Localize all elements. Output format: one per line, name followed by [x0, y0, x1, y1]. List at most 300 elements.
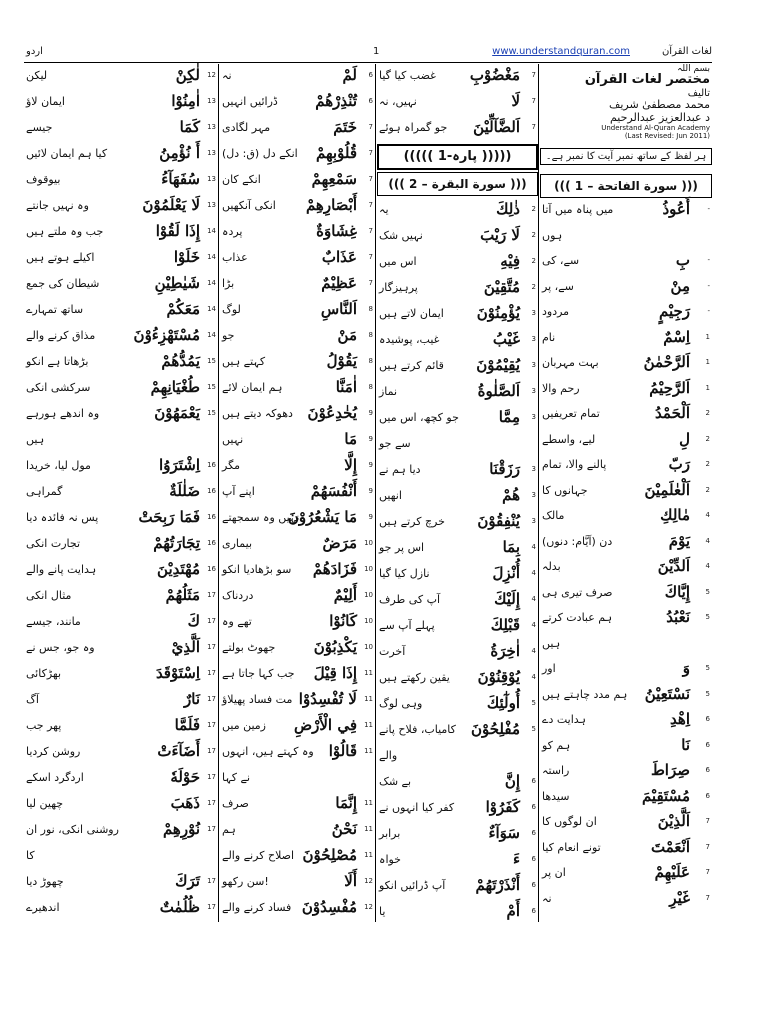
arabic-word: مٰالِكِ	[660, 506, 690, 524]
vocab-entry	[24, 194, 218, 220]
verse-number: 17	[207, 825, 216, 833]
vocab-entry	[377, 198, 538, 224]
urdu-meaning: اس پر جو	[379, 541, 425, 554]
urdu-meaning: وہ جو، جس نے	[26, 641, 95, 654]
arabic-word: قُلُوْبِهِمْ	[316, 144, 357, 162]
arabic-word: ذٰلِكَ	[496, 200, 520, 218]
vocab-entry	[24, 142, 218, 168]
verse-number: 6	[531, 803, 536, 811]
arabic-word: كَ	[187, 612, 200, 630]
vocab-entry	[220, 350, 375, 376]
urdu-meaning: دھوکہ دیتے ہیں	[222, 407, 293, 420]
verse-number: 17	[207, 799, 216, 807]
urdu-meaning: بیماری	[222, 537, 253, 550]
urdu-meaning: جو	[222, 329, 235, 342]
arabic-word: إِيَّاكَ	[664, 582, 690, 601]
vocab-entry	[24, 480, 218, 506]
urdu-meaning: ہدایت پانے والے	[26, 563, 97, 576]
arabic-word: هُمْ	[502, 486, 520, 504]
vocab-entry	[377, 380, 538, 406]
arabic-word: مِمَّا	[498, 408, 520, 426]
verse-number: 6	[705, 715, 710, 723]
verse-number: 5	[705, 613, 710, 621]
vocab-entry	[220, 194, 375, 220]
arabic-word: فِيْهِ	[500, 252, 520, 270]
website-link[interactable]: www.understandquran.com	[492, 46, 630, 57]
verse-number: -	[707, 307, 710, 315]
arabic-word: ءَ	[512, 850, 520, 868]
urdu-meaning: والے	[379, 749, 398, 762]
urdu-meaning: آپ کی طرف	[379, 593, 441, 606]
vocab-entry	[24, 870, 218, 896]
verse-number: 5	[705, 664, 710, 672]
vocab-entry	[540, 326, 712, 352]
urdu-meaning: پھر جب	[26, 719, 62, 732]
arabic-word: اِشْتَرَوُا	[159, 456, 200, 474]
verse-number: 2	[705, 434, 710, 443]
vocab-entry	[24, 350, 218, 376]
vocab-entry	[24, 532, 218, 558]
vocab-entry	[540, 249, 712, 275]
urdu-meaning: ہیں	[542, 636, 561, 650]
urdu-meaning: ہم	[222, 823, 236, 836]
urdu-meaning: نہیں، نہ	[379, 95, 417, 108]
arabic-word: عَذَابٌ	[321, 248, 357, 266]
arabic-word: قَبْلِكَ	[490, 616, 520, 634]
urdu-meaning: آخرت	[379, 645, 406, 658]
urdu-meaning: فساد کرنے والے	[222, 901, 292, 914]
vocab-entry	[220, 168, 375, 194]
vocab-entry	[220, 64, 375, 90]
arabic-word: طُغْيَانِهِمْ	[150, 378, 200, 396]
urdu-meaning: جیسے	[26, 121, 53, 134]
vocab-entry	[24, 844, 218, 870]
vocab-entry	[220, 584, 375, 610]
urdu-meaning: نماز	[379, 385, 398, 398]
urdu-meaning: برابر	[379, 827, 401, 840]
vocab-entry	[24, 376, 218, 402]
vocab-entry	[24, 324, 218, 350]
verse-number: 11	[364, 695, 373, 703]
arabic-word: اٰمِنُوْا	[171, 92, 200, 110]
urdu-meaning: جھوٹ بولتے	[222, 641, 276, 654]
arabic-word: مَنْ	[337, 326, 357, 344]
verse-number: 9	[368, 487, 373, 495]
arabic-word: مُسْتَهْزِءُوْنَ	[133, 326, 200, 344]
verse-number: 4	[531, 543, 536, 551]
verse-number: 1	[705, 383, 710, 392]
urdu-meaning: نہ	[222, 69, 232, 82]
vocab-entry	[540, 759, 712, 785]
vocab-entry	[540, 708, 712, 734]
urdu-meaning: مثال انکی	[26, 589, 72, 602]
vocab-entry	[24, 610, 218, 636]
vocab-entry	[377, 250, 538, 276]
urdu-meaning: نہیں شک	[379, 229, 423, 242]
verse-number: 13	[207, 123, 216, 131]
arabic-word: غَيْرِ	[669, 888, 690, 907]
verse-number: 3	[531, 309, 536, 317]
verse-number: 9	[368, 513, 373, 521]
vocab-entry	[220, 870, 375, 896]
urdu-meaning: آپ ڈرائیں انکو	[379, 879, 446, 892]
arabic-word: تِجَارَتُهُمْ	[153, 534, 200, 552]
vocab-entry	[220, 376, 375, 402]
arabic-word: نُوْرِهِمْ	[162, 820, 200, 838]
urdu-meaning: لیکن	[26, 69, 48, 82]
vocab-entry	[220, 636, 375, 662]
vocab-entry	[220, 324, 375, 350]
urdu-meaning: پس نہ فائدہ دیا	[26, 511, 99, 524]
urdu-meaning: خواہ	[379, 853, 401, 866]
vocab-entry	[377, 640, 538, 666]
vocab-entry	[24, 506, 218, 532]
verse-number: -	[707, 281, 710, 290]
vocab-entry	[220, 480, 375, 506]
verse-number: 12	[364, 903, 373, 911]
arabic-word: اَلَّذِيْ	[171, 638, 200, 656]
arabic-word: لَا يَعْلَمُوْنَ	[142, 196, 200, 214]
urdu-meaning: جب وہ ملتے ہیں	[26, 225, 104, 238]
book-title-block	[540, 64, 712, 142]
arabic-word: نَارٌ	[184, 690, 200, 708]
urdu-meaning: بھڑکائی	[26, 667, 62, 680]
vocab-column-4	[24, 64, 218, 922]
verse-number: 13	[207, 175, 216, 183]
verse-number: 5	[531, 699, 536, 707]
arabic-word: مَعَكُمْ	[166, 300, 200, 318]
urdu-meaning: گمراہی	[26, 485, 63, 498]
vocab-entry	[220, 272, 375, 298]
vocab-entry	[377, 484, 538, 510]
urdu-meaning: بڑا	[222, 277, 235, 290]
verse-number: 10	[364, 643, 373, 651]
vocab-entry	[220, 454, 375, 480]
urdu-meaning: مت فساد پھیلاؤ	[222, 693, 293, 706]
vocab-entry	[220, 428, 375, 454]
vocab-entry	[220, 220, 375, 246]
vocab-entry	[540, 402, 712, 428]
vocab-entry	[377, 588, 538, 614]
arabic-word: اِسْتَوْقَدَ	[155, 664, 200, 682]
urdu-meaning: ساتھ تمہارے	[26, 303, 84, 316]
vocab-entry	[540, 887, 712, 913]
verse-number: 14	[207, 279, 216, 287]
arabic-word: لَمْ	[342, 66, 357, 84]
urdu-meaning: چھوڑ دیا	[26, 875, 64, 888]
vocab-entry	[220, 792, 375, 818]
arabic-word: يُنْفِقُوْنَ	[477, 512, 520, 530]
verse-number: 15	[207, 409, 216, 417]
urdu-meaning: آگ	[26, 693, 39, 706]
urdu-meaning: ہوں	[542, 228, 563, 242]
verse-number: 5	[705, 587, 710, 596]
arabic-word: إِنَّ	[504, 772, 520, 790]
arabic-word: يَكْذِبُوْنَ	[313, 638, 357, 656]
header-rule	[24, 62, 712, 63]
vocab-entry	[540, 861, 712, 887]
vocab-entry	[377, 354, 538, 380]
urdu-meaning: تونے انعام کیا	[542, 840, 601, 854]
verse-number: 4	[705, 511, 710, 519]
verse-number: 3	[531, 413, 536, 421]
arabic-word: يَعْمَهُوْنَ	[154, 404, 200, 422]
verse-number: 6	[531, 855, 536, 863]
vocab-entry	[24, 662, 218, 688]
verse-number: 7	[531, 123, 536, 131]
urdu-meaning: جو کچھ، اس میں	[379, 411, 459, 424]
arabic-word: خَلَوْا	[173, 248, 200, 266]
verse-number: 11	[364, 669, 373, 677]
arabic-word: كَمَا	[179, 118, 200, 136]
column-divider	[538, 64, 539, 922]
vocab-entry	[220, 506, 375, 532]
verse-number: 7	[705, 842, 710, 851]
vocab-entry	[220, 844, 375, 870]
verse-number: 12	[207, 71, 216, 79]
verse-number: 4	[531, 647, 536, 655]
verse-number: 14	[207, 331, 216, 339]
vocab-entry	[377, 874, 538, 900]
vocab-entry	[24, 454, 218, 480]
verse-number: 16	[207, 461, 216, 469]
vocab-entry	[540, 836, 712, 862]
urdu-meaning: مگر	[222, 459, 241, 472]
arabic-word: غِشَاوَةٌ	[316, 222, 357, 240]
arabic-word: اَلصَّلٰوةُ	[477, 382, 520, 400]
urdu-meaning: تمام تعریفیں	[542, 407, 600, 420]
verse-number: 13	[207, 149, 216, 157]
verse-number: 11	[364, 799, 373, 807]
vocab-entry	[220, 298, 375, 324]
verse-number: 7	[368, 123, 373, 131]
vocab-entry	[24, 272, 218, 298]
arabic-word: كَفَرُوْا	[485, 798, 520, 816]
vocab-entry	[24, 636, 218, 662]
urdu-meaning: نہ	[542, 891, 552, 905]
urdu-meaning: اندھیرے	[26, 901, 60, 914]
vocab-entry	[24, 220, 218, 246]
arabic-word: إِنَّمَا	[335, 794, 357, 812]
arabic-word: تُنْذِرْهُمْ	[315, 92, 357, 110]
arabic-word: أُنْزِلَ	[492, 564, 520, 582]
vocab-entry	[377, 510, 538, 536]
verse-number: 7	[531, 71, 536, 79]
verse-number: 11	[364, 721, 373, 729]
verse-number: 11	[364, 851, 373, 859]
arabic-word: اٰخِرَةُ	[490, 642, 520, 660]
urdu-meaning: پہلے آپ سے	[379, 619, 435, 632]
urdu-meaning: وہ اندھے ہورہے	[26, 407, 100, 420]
verse-number: 6	[705, 791, 710, 800]
urdu-meaning: سے جو	[379, 437, 411, 450]
urdu-meaning: نام	[542, 330, 556, 344]
verse-number: 11	[364, 825, 373, 833]
arabic-word: مُسْتَقِيْمَ	[641, 786, 690, 805]
arabic-word: اَنْعَمْتَ	[651, 837, 690, 856]
urdu-meaning: بڑھاتا ہے انکو	[26, 355, 89, 368]
arabic-word: أَمْ	[506, 902, 520, 920]
verse-number: 16	[207, 539, 216, 547]
arabic-word: مَا	[344, 430, 357, 448]
urdu-meaning: بیوقوف	[26, 173, 61, 186]
arabic-word: صِرَاطَ	[650, 761, 690, 779]
vocab-entry	[220, 142, 375, 168]
arabic-word: أَلَا	[344, 872, 357, 890]
vocab-entry	[377, 328, 538, 354]
arabic-word: مِنْ	[670, 276, 690, 295]
urdu-meaning: سے، کی	[542, 254, 580, 267]
urdu-meaning: کہتے ہیں	[222, 355, 266, 368]
urdu-meaning: کفر کیا انہوں نے	[379, 801, 455, 814]
verse-number: 6	[705, 740, 710, 749]
verse-number-note: ہر لفظ کے ساتھ نمبر آیت کا نمبر ہے۔	[540, 148, 712, 165]
book-title: مختصر لغات القرآن	[584, 72, 710, 87]
verse-number: 13	[207, 201, 216, 209]
urdu-meaning: جہانوں کا	[542, 483, 588, 497]
urdu-meaning: انکی آنکھیں	[222, 199, 276, 212]
vocab-entry	[540, 377, 712, 403]
arabic-word: إِلَّا	[344, 456, 357, 474]
arabic-word: مَثَلُهُمْ	[165, 586, 200, 604]
verse-number: 17	[207, 695, 216, 703]
verse-number: 5	[531, 725, 536, 733]
arabic-word: قَالُوْا	[328, 742, 357, 760]
verse-number: 4	[705, 562, 710, 570]
arabic-word: إِذَا قِيْلَ	[313, 664, 357, 682]
arabic-word: فِي الْأَرْضِ	[294, 716, 357, 734]
vocab-entry	[24, 428, 218, 454]
vocab-entry	[220, 740, 375, 766]
arabic-word: تَرَكَ	[175, 872, 200, 890]
vocab-entry	[540, 555, 712, 581]
urdu-meaning: دردناک	[222, 589, 254, 602]
vocab-entry	[540, 657, 712, 683]
arabic-word: يَقُوْلُ	[326, 352, 357, 370]
urdu-meaning: مانند، جیسے	[26, 615, 81, 628]
verse-number: 8	[368, 305, 373, 313]
urdu-meaning: دن (اَیَّام: دنوں)	[542, 534, 613, 548]
verse-number: 5	[705, 689, 710, 698]
vocab-entry	[540, 734, 712, 760]
urdu-meaning: ایمان لاؤ	[26, 95, 65, 108]
arabic-word: عَلَيْهِمْ	[654, 863, 690, 881]
verse-number: 4	[705, 536, 710, 545]
urdu-meaning: سو بڑھادیا انکو	[222, 563, 292, 576]
vocab-entry	[540, 428, 712, 454]
urdu-meaning: شیطان کی جمع	[26, 277, 100, 290]
urdu-meaning: یقین رکھتے ہیں	[379, 671, 450, 684]
urdu-meaning: پرہیزگار	[379, 281, 418, 294]
urdu-meaning: یا	[379, 905, 386, 918]
arabic-word: اَلْعٰلَمِيْنَ	[644, 480, 690, 499]
urdu-meaning: اپنے آپ	[222, 485, 255, 498]
verse-number: 4	[531, 569, 536, 577]
arabic-word: وَ	[682, 659, 690, 677]
arabic-word: يُخٰدِعُوْنَ	[307, 404, 357, 422]
urdu-meaning: ہم ایمان لائے	[222, 381, 283, 394]
urdu-meaning: راستہ	[542, 764, 570, 777]
urdu-meaning: سیدھا	[542, 789, 570, 803]
vocab-entry	[220, 766, 375, 792]
arabic-word: رَزَقْنَا	[489, 460, 520, 478]
vocab-entry	[24, 402, 218, 428]
verse-number: 6	[531, 907, 536, 915]
arabic-word: سَوَآءٌ	[488, 824, 520, 842]
urdu-meaning: اس میں	[379, 255, 417, 268]
verse-number: 17	[207, 773, 216, 781]
urdu-meaning: ہم مدد چاہتے ہیں	[542, 687, 628, 701]
verse-number: 17	[207, 669, 216, 677]
arabic-word: أُولٰٓئِكَ	[486, 694, 520, 712]
arabic-word: يَوْمَ	[668, 531, 690, 550]
verse-number: 2	[705, 460, 710, 468]
vocab-entry	[24, 896, 218, 922]
verse-number: 17	[207, 591, 216, 599]
verse-number: 6	[368, 71, 373, 79]
arabic-word: رَبّ	[668, 455, 690, 473]
verse-number: 7	[531, 97, 536, 105]
verse-number: 7	[368, 253, 373, 261]
vocab-entry	[377, 562, 538, 588]
vocab-entry	[377, 432, 538, 458]
verse-number: 6	[705, 766, 710, 774]
vocab-entry	[377, 64, 538, 90]
verse-number: 2	[531, 257, 536, 265]
urdu-meaning: لیے، واسطے	[542, 432, 596, 446]
vocab-entry	[24, 168, 218, 194]
surah-heading: ((( 1 – سورة الفاتحة )))	[540, 174, 712, 198]
vocab-entry	[377, 458, 538, 484]
verse-number: 6	[531, 829, 536, 837]
vocab-entry	[377, 822, 538, 848]
vocab-entry	[220, 558, 375, 584]
vocab-entry	[377, 666, 538, 692]
urdu-meaning: سرکشی انکی	[26, 381, 91, 394]
arabic-word: يُقِيْمُوْنَ	[476, 356, 520, 374]
urdu-meaning: پالنے والا، تمام	[542, 458, 607, 471]
arabic-word: نَسْتَعِيْنُ	[644, 684, 690, 703]
vocab-entry	[540, 810, 712, 836]
vocab-entry	[24, 740, 218, 766]
arabic-word: اِسْمٌ	[663, 327, 690, 346]
verse-number: 14	[207, 305, 216, 313]
verse-number: 11	[364, 747, 373, 755]
urdu-meaning: عذاب	[222, 251, 248, 264]
arabic-word: يَمُدُّهُمْ	[161, 352, 200, 370]
arabic-word: كَانُوْا	[329, 612, 357, 630]
vocab-entry	[220, 246, 375, 272]
urdu-meaning: تھے وہ	[222, 615, 252, 628]
urdu-meaning: وہ نہیں جانتے	[26, 199, 89, 212]
urdu-meaning: ہدایت دے	[542, 713, 586, 726]
verse-number: 2	[705, 485, 710, 494]
arabic-word: رَجِيْمٍ	[658, 302, 690, 320]
verse-number: 9	[368, 409, 373, 417]
urdu-meaning: نازل کیا گیا	[379, 567, 430, 580]
surah-heading: ((( 2 – سورة البقرة )))	[377, 172, 538, 196]
urdu-meaning: قائم کرتے ہیں	[379, 359, 444, 372]
arabic-word: اَلْحَمْدُ	[655, 404, 690, 422]
arabic-word: فَزَادَهُمْ	[312, 560, 357, 578]
vocab-entry	[24, 64, 218, 90]
urdu-meaning: نہیں وہ سمجھتے	[222, 511, 300, 524]
verse-number: 17	[207, 721, 216, 729]
urdu-meaning: کامیاب، فلاح پانے	[379, 723, 456, 736]
vocab-entry	[220, 818, 375, 844]
verse-number: 7	[705, 817, 710, 825]
urdu-meaning: سے، پر	[542, 279, 574, 293]
